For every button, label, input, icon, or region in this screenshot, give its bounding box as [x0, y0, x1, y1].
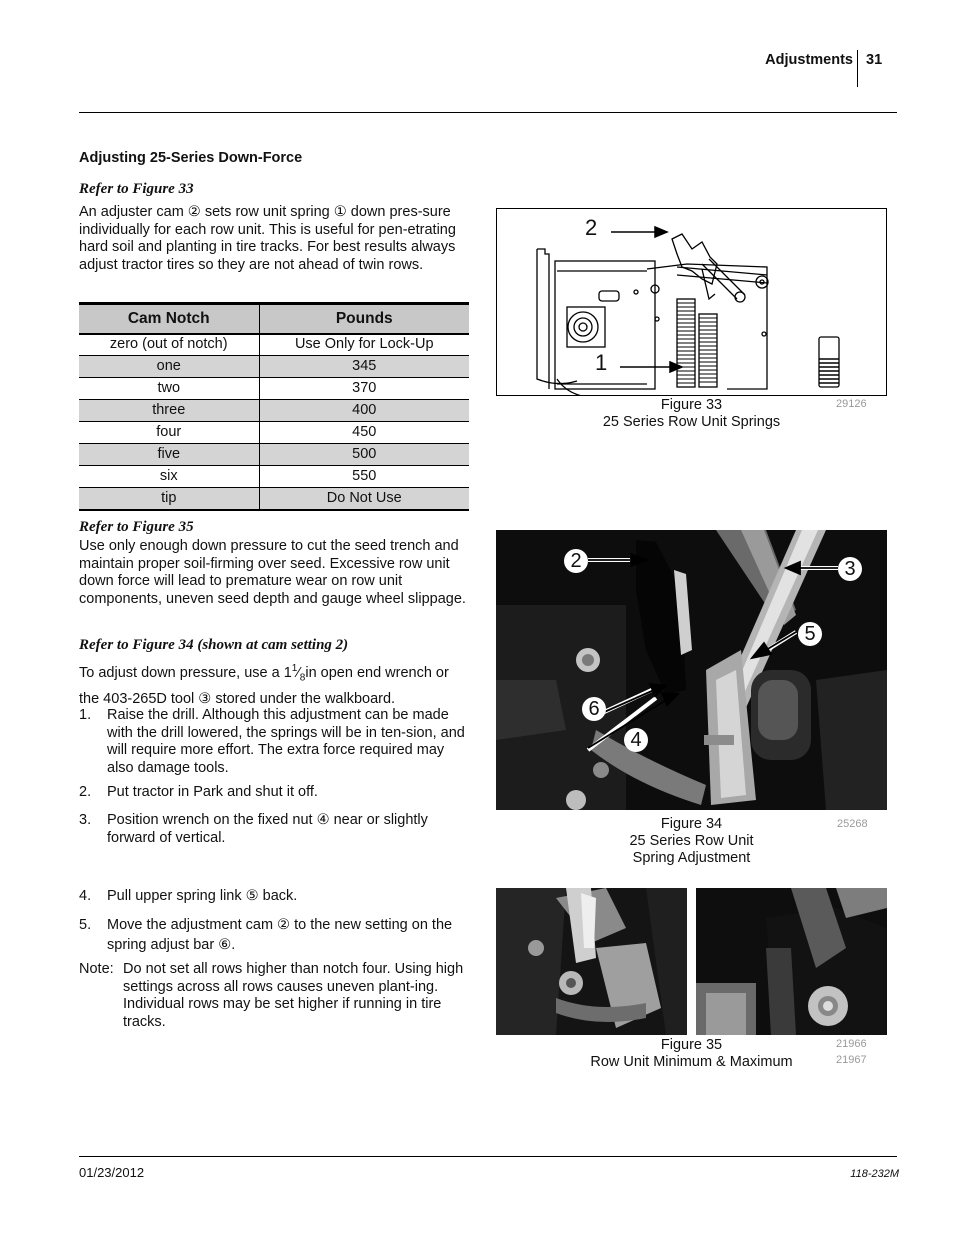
column-header: Pounds	[259, 304, 469, 334]
table-row	[79, 422, 469, 444]
list-item	[79, 888, 471, 906]
step-number: 3.	[79, 812, 92, 828]
footer-rule	[79, 1156, 897, 1157]
callout-number: 1	[595, 350, 608, 375]
step-number: 4.	[79, 888, 92, 904]
table-cell: five	[79, 444, 259, 466]
page-heading: Adjusting 25-Series Down-Force	[79, 150, 303, 166]
figure-label: Figure 35	[660, 1037, 723, 1053]
callout-number: 2	[564, 549, 588, 573]
header-divider	[857, 50, 858, 87]
table-row	[79, 356, 469, 378]
fraction-denominator: 8	[299, 672, 306, 684]
callout-number: 5	[798, 622, 822, 646]
callout-number: 3	[838, 557, 862, 581]
step-text: Put tractor in Park and shut it off.	[107, 784, 318, 800]
figure-35-caption	[496, 1037, 887, 1071]
table-cell: three	[79, 400, 259, 422]
figure-title: 25 Series Row Unit Springs	[602, 414, 781, 430]
table-row	[79, 488, 469, 510]
list-item	[79, 812, 471, 847]
row-unit-springs-illustration	[497, 209, 887, 396]
fraction-numerator: 1	[291, 663, 298, 674]
figure-34-photo	[496, 530, 887, 810]
table-cell: Use Only for Lock-Up	[259, 334, 469, 356]
figure-title: 25 Series Row Unit	[629, 833, 754, 849]
figure-35-photo-minimum	[496, 888, 687, 1035]
table-row	[79, 444, 469, 466]
step-number: 5.	[79, 917, 92, 933]
figure-34-caption	[496, 816, 887, 867]
note-text: Do not set all rows higher than notch four. Using high settings across all rows causes uneven plant-ing. Individual rows may be set higher if running in tire tracks.	[123, 961, 464, 1030]
table-row	[79, 334, 469, 356]
list-item	[79, 707, 471, 777]
wrench-text-pre: To adjust down pressure, use a 1	[79, 664, 292, 681]
step-text: Move the adjustment cam ② to the new setting on the spring adjust bar ⑥.	[107, 917, 453, 953]
table-cell: two	[79, 378, 259, 400]
step-number: 2.	[79, 784, 92, 800]
figure-reference: Refer to Figure 35	[79, 519, 194, 535]
figure-reference: Refer to Figure 33	[79, 181, 194, 197]
table-cell: 500	[259, 444, 469, 466]
page-number: 31	[866, 52, 883, 68]
figure-title: Spring Adjustment	[632, 850, 751, 866]
list-item	[79, 784, 471, 802]
step-text: Pull upper spring link ⑤ back.	[107, 888, 298, 904]
table-row	[79, 466, 469, 488]
step-text: Raise the drill. Although this adjustment can be made with the drill lowered, the springs will be in ten-sion, and will require more effort. The extra force required may also damage tools.	[107, 707, 465, 776]
table-cell: four	[79, 422, 259, 444]
callout-number: 2	[585, 215, 598, 240]
figure-label: Figure 33	[660, 397, 723, 413]
row-unit-minimum-photo	[496, 888, 687, 1035]
wrench-text-post: in open end wrench or the 403-265D tool ③ stored under the walkboard.	[79, 664, 449, 707]
cam-notch-table	[79, 302, 469, 511]
table-row	[79, 400, 469, 422]
intro-paragraph: An adjuster cam ② sets row unit spring ① down pres-sure individually for each row unit. This is useful for pen-etrating hard soil and planting in tire tracks. For best results always adjust tractor tires so they are not ahead of twin rows.	[79, 204, 456, 273]
table-cell: 400	[259, 400, 469, 422]
table-cell: zero (out of notch)	[79, 334, 259, 356]
table-cell: 370	[259, 378, 469, 400]
figure-label: Figure 34	[660, 816, 723, 832]
table-cell: tip	[79, 488, 259, 510]
table-cell: 345	[259, 356, 469, 378]
step-text: Position wrench on the fixed nut ④ near or slightly forward of vertical.	[107, 812, 428, 846]
pressure-paragraph: Use only enough down pressure to cut the seed trench and maintain proper soil-firming over seed. Excessive row unit down force will lead to premature wear on row unit components, uneven seed depth and gauge wheel slippage.	[79, 538, 466, 607]
figure-35-photo-maximum	[696, 888, 887, 1035]
table-header-row	[79, 304, 469, 334]
table-cell: 550	[259, 466, 469, 488]
footer-date: 01/23/2012	[79, 1165, 145, 1180]
table-cell: Do Not Use	[259, 488, 469, 510]
table-row	[79, 378, 469, 400]
step-number: 1.	[79, 707, 92, 723]
figure-33-drawing	[496, 208, 887, 396]
table-cell: 450	[259, 422, 469, 444]
figure-reference: Refer to Figure 34 (shown at cam setting 2)	[79, 637, 349, 653]
callout-number: 6	[582, 697, 606, 721]
header-rule	[79, 112, 897, 113]
note-label: Note:	[79, 961, 114, 977]
callout-arrows	[496, 530, 887, 810]
figure-id: 25268	[837, 818, 868, 830]
callout-number: 4	[624, 728, 648, 752]
wrench-paragraph: To adjust down pressure, use a $1^1⁄_8in$ open end wrench or the 403-265D tool ③ stored under the walkboard.	[79, 663, 449, 707]
figure-id: 29126	[836, 398, 867, 410]
column-header: Cam Notch	[79, 304, 259, 334]
note	[79, 961, 471, 1031]
figure-title: Row Unit Minimum & Maximum	[590, 1054, 793, 1070]
list-item	[79, 915, 471, 955]
row-unit-maximum-photo	[696, 888, 887, 1035]
table-cell: six	[79, 466, 259, 488]
table-cell: one	[79, 356, 259, 378]
figure-id: 21966	[836, 1038, 867, 1050]
figure-id: 21967	[836, 1054, 867, 1066]
footer-document-number: 118-232M	[850, 1168, 899, 1180]
figure-33-caption	[496, 397, 887, 431]
section-title: Adjustments	[765, 52, 853, 68]
